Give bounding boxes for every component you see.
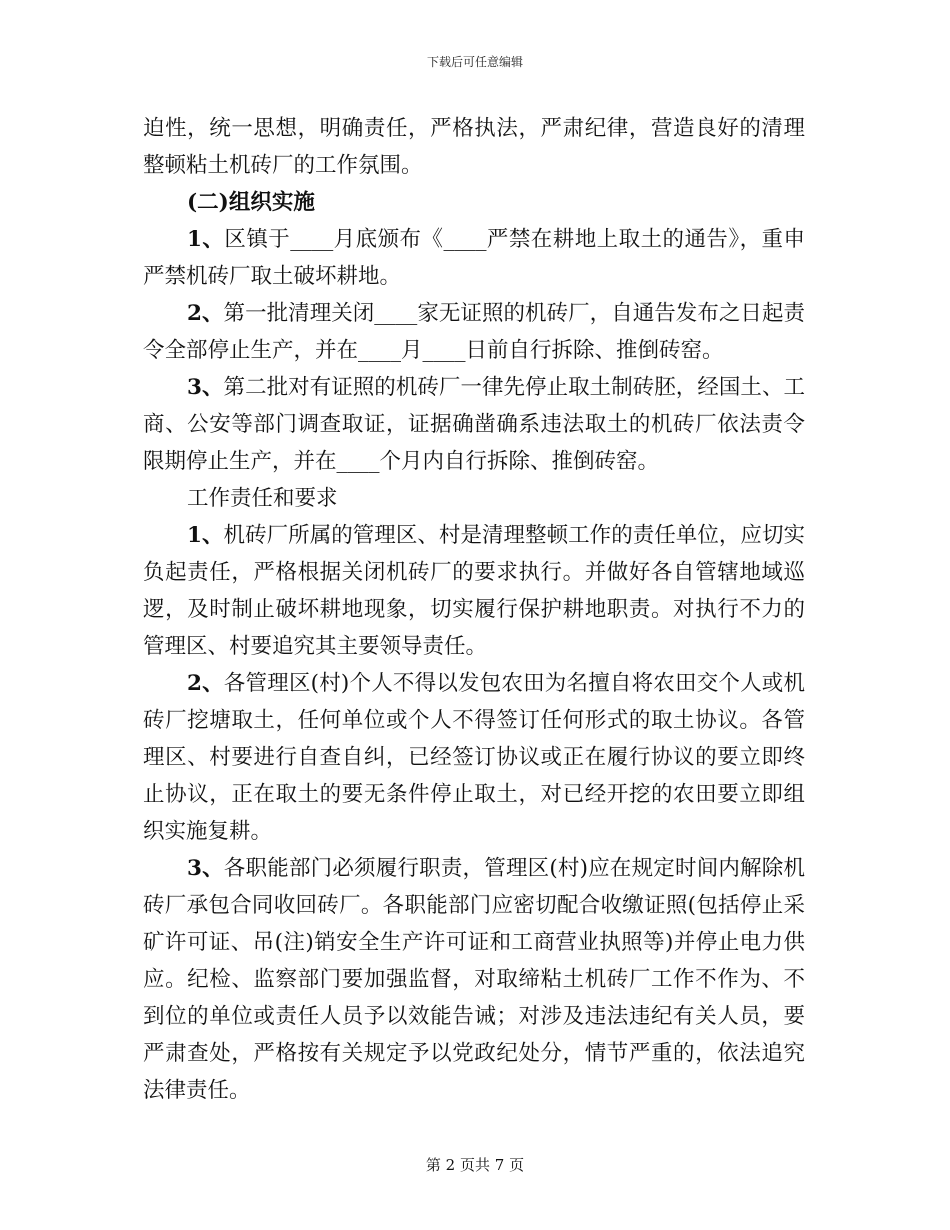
paragraph-line: 管理区、村要追究其主要领导责任。 [143, 634, 488, 659]
paragraph-line: 限期停止生产，并在____个月内自行拆除、推倒砖窑。 [143, 449, 660, 474]
item-number: 1、 [187, 227, 225, 252]
page-header-note: 下载后可任意编辑 [426, 55, 523, 69]
document-body [143, 110, 805, 1109]
paragraph-line: 商、公安等部门调查取证，证据确凿确系违法取土的机砖厂依法责令 [143, 412, 805, 437]
paragraph-line-text: 第二批对有证照的机砖厂一律先停止取土制砖胚，经国土、工 [223, 375, 805, 400]
paragraph-line: 应。纪检、监察部门要加强监督，对取缔粘土机砖厂工作不作为、不 [143, 967, 805, 992]
section-heading: (二)组织实施 [187, 190, 315, 215]
paragraph-first-line [143, 369, 805, 406]
item-number: 1、 [187, 523, 224, 548]
item-number: 3、 [187, 856, 224, 881]
paragraph-line-text: 机砖厂所属的管理区、村是清理整顿工作的责任单位，应切实 [223, 523, 805, 548]
paragraph-line: 止协议，正在取土的要无条件停止取土，对已经开挖的农田要立即组 [143, 782, 805, 807]
page-number-footer: 第 2 页共 7 页 [425, 1156, 525, 1174]
paragraph-line: 严禁机砖厂取土破坏耕地。 [143, 264, 402, 289]
paragraph-first-line [143, 850, 805, 887]
paragraph-line-text: 各管理区(村)个人不得以发包农田为名擅自将农田交个人或机 [223, 671, 805, 696]
paragraph-line-text: 第一批清理关闭____家无证照的机砖厂，自通告发布之日起责 [223, 301, 805, 326]
paragraph-line: 到位的单位或责任人员予以效能告诫；对涉及违法违纪有关人员，要 [143, 1004, 805, 1029]
paragraph-line: 令全部停止生产，并在____月____日前自行拆除、推倒砖窑。 [143, 338, 724, 363]
paragraph-line: 迫性，统一思想，明确责任，严格执法，严肃纪律，营造良好的清理 [143, 116, 805, 141]
paragraph-line: 砖厂挖塘取土，任何单位或个人不得签订任何形式的取土协议。各管 [143, 708, 805, 733]
paragraph-line: 严肃查处，严格按有关规定予以党政纪处分，情节严重的，依法追究 [143, 1041, 805, 1066]
paragraph-line: 砖厂承包合同收回砖厂。各职能部门应密切配合收缴证照(包括停止采 [143, 893, 805, 918]
paragraph-line: 法律责任。 [143, 1078, 251, 1103]
subsection-heading: 工作责任和要求 [187, 486, 338, 511]
paragraph-first-line [143, 517, 805, 554]
paragraph-line: 逻，及时制止破坏耕地现象，切实履行保护耕地职责。对执行不力的 [143, 597, 805, 622]
paragraph-first-line [143, 665, 805, 702]
item-number: 2、 [187, 301, 224, 326]
paragraph-line: 矿许可证、吊(注)销安全生产许可证和工商营业执照等)并停止电力供 [143, 930, 805, 955]
paragraph-line: 理区、村要进行自查自纠，已经签订协议或正在履行协议的要立即终 [143, 745, 805, 770]
paragraph-line-text: 各职能部门必须履行职责，管理区(村)应在规定时间内解除机 [223, 856, 805, 881]
item-number: 2、 [187, 671, 224, 696]
paragraph-line: 织实施复耕。 [143, 819, 273, 844]
paragraph-line-text: 区镇于____月底颁布《____严禁在耕地上取土的通告》，重申 [224, 227, 805, 252]
paragraph-first-line [143, 221, 805, 258]
item-number: 3、 [187, 375, 224, 400]
paragraph-line: 负起责任，严格根据关闭机砖厂的要求执行。并做好各自管辖地域巡 [143, 560, 805, 585]
paragraph-line: 整顿粘土机砖厂的工作氛围。 [143, 153, 423, 178]
paragraph-first-line [143, 295, 805, 332]
